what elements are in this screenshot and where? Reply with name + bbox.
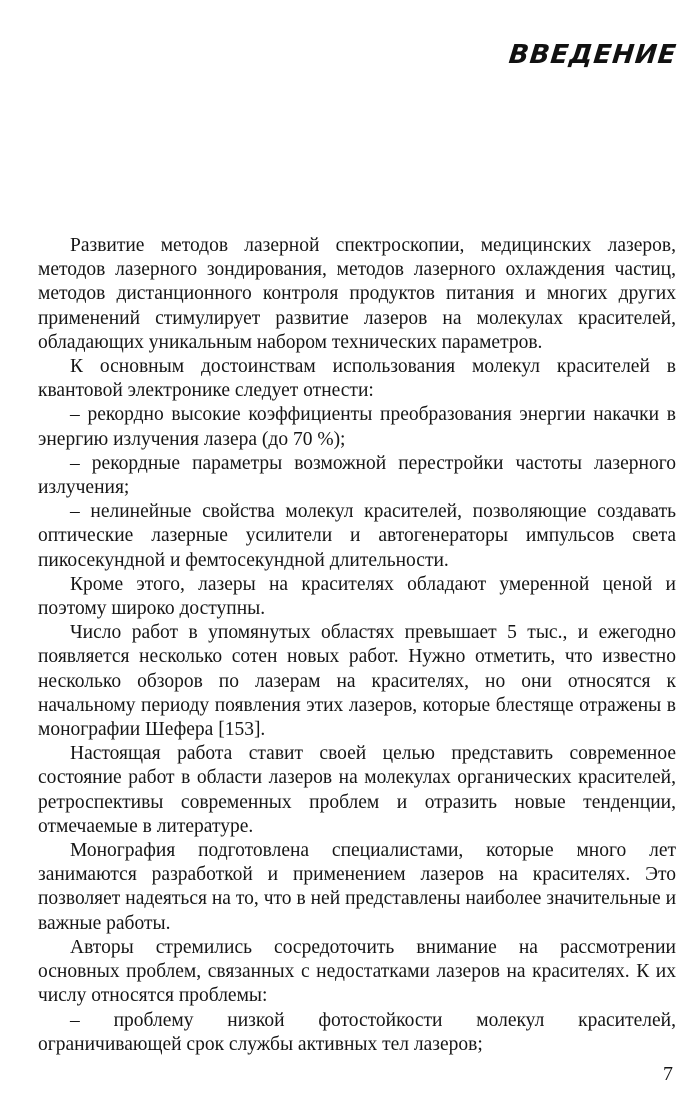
paragraph: Авторы стремились сосредоточить внимание на рассмотрении основных проблем, связанных с недостатками лазеров на красителях. К их числу относятся проблемы: <box>38 936 676 1007</box>
list-item: – рекордные параметры возможной перестройки частоты лазерного излучения; <box>38 452 676 499</box>
list-item: – рекордно высокие коэффициенты преобразования энергии накачки в энергию излучения лазера (до 70 %); <box>38 404 676 450</box>
chapter-heading: ВВЕДЕНИЕ <box>507 40 679 70</box>
list-item: – проблему низкой фотостойкости молекул красителей, ограничивающей срок службы активных тел лазеров; <box>38 1009 676 1055</box>
page-number: 7 <box>663 1063 673 1085</box>
paragraph: Кроме этого, лазеры на красителях обладают умеренной ценой и поэтому широко доступны. <box>38 573 676 620</box>
list-item: – нелинейные свойства молекул красителей, позволяющие создавать оптические лазерные усилители и автогенераторы импульсов света пикосекундной и фемтосекундной длительности. <box>38 501 676 571</box>
paragraph: Развитие методов лазерной спектроскопии, медицинских лазеров, методов лазерного зондирования, методов лазерного охлаждения частиц, методов дистанционного контроля продуктов питания и многих других применений стимулирует развитие лазеров на молекулах красителей, обладающих уникальным набором технических параметров. <box>38 235 676 353</box>
paragraph: К основным достоинствам использования молекул красителей в квантовой электронике следует отнести: <box>38 356 676 402</box>
paragraph: Настоящая работа ставит своей целью представить современное состояние работ в области лазеров на молекулах органических красителей, ретроспективы современных проблем и отразить новые тенденции, отмечаемые в литературе. <box>38 743 676 837</box>
body-text <box>38 234 676 1057</box>
paragraph: Число работ в упомянутых областях превышает 5 тыс., и ежегодно появляется несколько сотен новых работ. Нужно отметить, что известно несколько обзоров по лазерам на красителях, но они относятся к начальному периоду появления этих лазеров, которые блестяще отражены в монографии Шефера [153]. <box>38 622 676 741</box>
paragraph: Монография подготовлена специалистами, которые много лет занимаются разработкой и применением лазеров на красителях. Это позволяет надеяться на то, что в ней представлены наиболее значительные и важные работы. <box>38 840 676 934</box>
